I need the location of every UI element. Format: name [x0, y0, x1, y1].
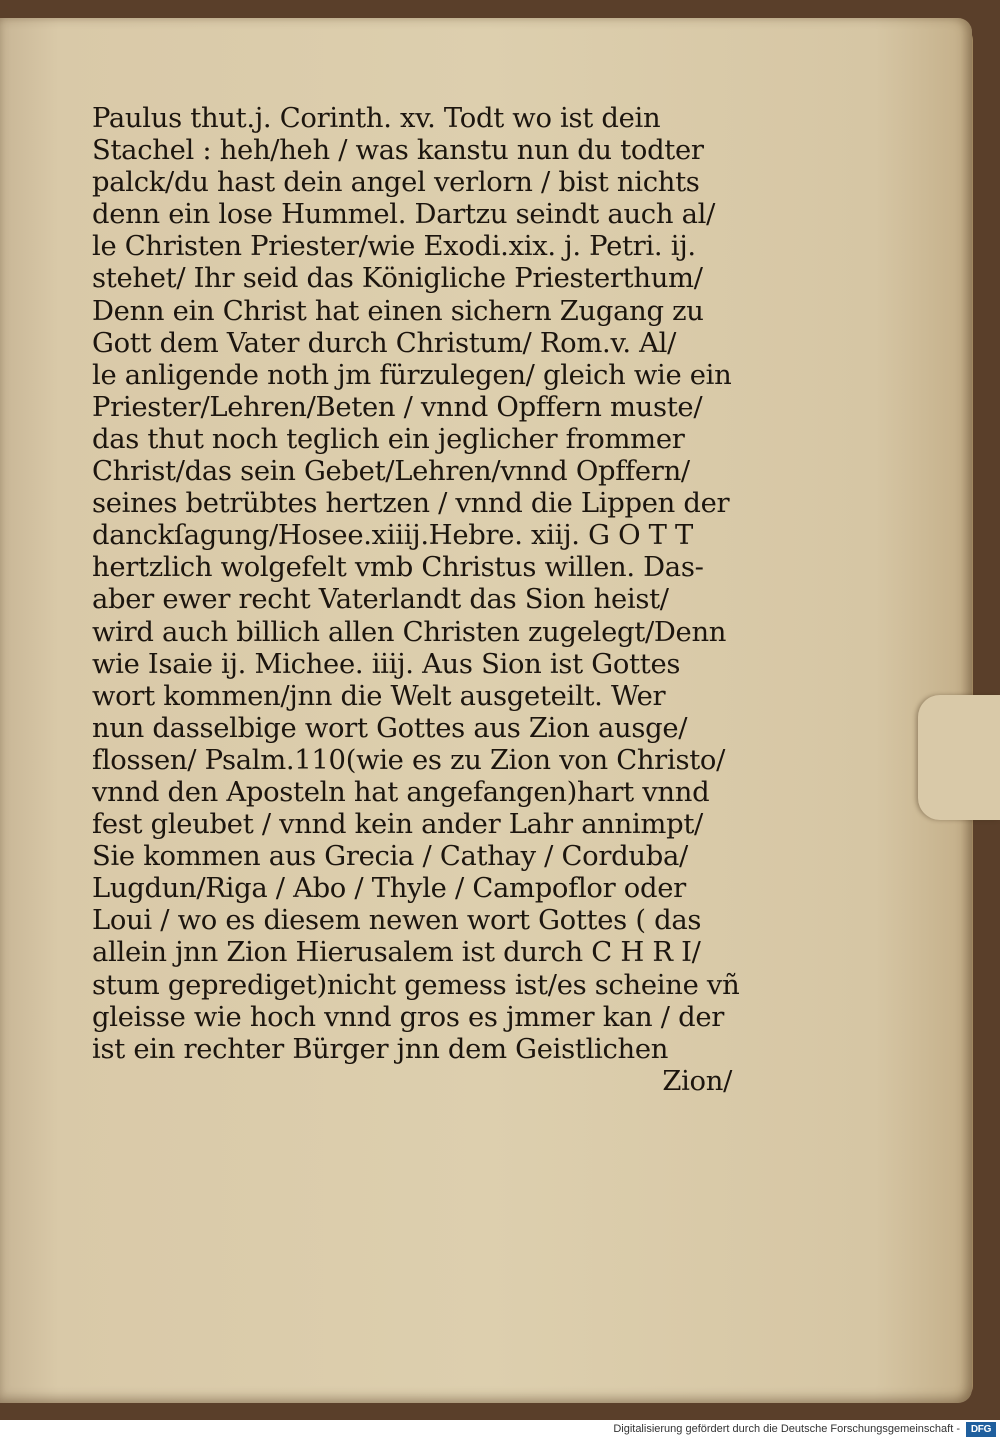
text-line: stum geprediget)nicht gemess ist/es scheine vñ — [92, 969, 740, 1001]
text-line: stehet/ Ihr seid das Königliche Priesterthum/ — [92, 263, 703, 295]
text-line: fest gleubet / vnnd kein ander Lahr annimpt/ — [92, 809, 703, 841]
text-line: le Christen Priester/wie Exodi.xix. j. Petri. ij. — [92, 231, 696, 263]
text-block — [92, 103, 752, 1098]
text-line: aber ewer recht Vaterlandt das Sion heist/ — [92, 584, 669, 616]
text-line: nun dasselbige wort Gottes aus Zion ausge/ — [92, 712, 688, 744]
funding-credit: Digitalisierung gefördert durch die Deutsche Forschungsgemeinschaft - — [613, 1423, 960, 1435]
text-line: flossen/ Psalm.110(wie es zu Zion von Christo/ — [92, 744, 726, 776]
text-line: seines betrübtes hertzen / vnnd die Lippen der — [92, 488, 730, 520]
text-line: hertzlich wolgefelt vmb Christus willen. Das- — [92, 552, 704, 584]
text-line: wort kommen/jnn die Welt ausgeteilt. Wer — [92, 680, 666, 712]
text-line: danckſagung/Hosee.xiiij.Hebre. xiij. G O T T — [92, 520, 693, 552]
catchword: Zion/ — [662, 1065, 732, 1097]
text-line: Lugdun/Riga / Abo / Thyle / Campoflor oder — [92, 873, 686, 905]
text-line: ist ein rechter Bürger jnn dem Geistlichen — [92, 1033, 669, 1065]
dfg-logo: DFG — [966, 1422, 996, 1437]
text-line: le anligende noth jm fürzulegen/ gleich wie ein — [92, 359, 732, 391]
text-line: Loui / wo es diesem newen wort Gottes ( das — [92, 905, 702, 937]
text-line: Denn ein Christ hat einen sichern Zugang zu — [92, 295, 704, 327]
text-line: Gott dem Vater durch Christum/ Rom.v. Al/ — [92, 327, 677, 359]
text-line: vnnd den Aposteln hat angefangen)hart vnnd — [92, 776, 710, 808]
text-line: wird auch billich allen Christen zugelegt/Denn — [92, 616, 727, 648]
text-line: Sie kommen aus Grecia / Cathay / Corduba/ — [92, 841, 688, 873]
text-line: das thut noch teglich ein jeglicher frommer — [92, 423, 685, 455]
text-line: wie Isaie ij. Michee. iiij. Aus Sion ist Gottes — [92, 648, 681, 680]
text-line: denn ein lose Hummel. Dartzu seindt auch al/ — [92, 199, 715, 231]
footer-bar — [0, 1420, 1000, 1441]
text-line: palck/du hast dein angel verlorn / bist nichts — [92, 167, 700, 199]
text-line: Christ/das sein Gebet/Lehren/vnnd Opffern/ — [92, 456, 690, 488]
text-line: Stachel : heh/heh / was kanstu nun du todter — [92, 135, 704, 167]
text-line: Paulus thut.j. Corinth. xv. Todt wo ist dein — [92, 103, 661, 134]
text-line: Priester/Lehren/Beten / vnnd Opffern muste/ — [92, 391, 703, 423]
page-clip-tab — [918, 695, 1000, 820]
text-line: allein jnn Zion Hierusalem ist durch C H R I/ — [92, 937, 701, 969]
text-line: gleisse wie hoch vnnd gros es jmmer kan / der — [92, 1001, 725, 1033]
